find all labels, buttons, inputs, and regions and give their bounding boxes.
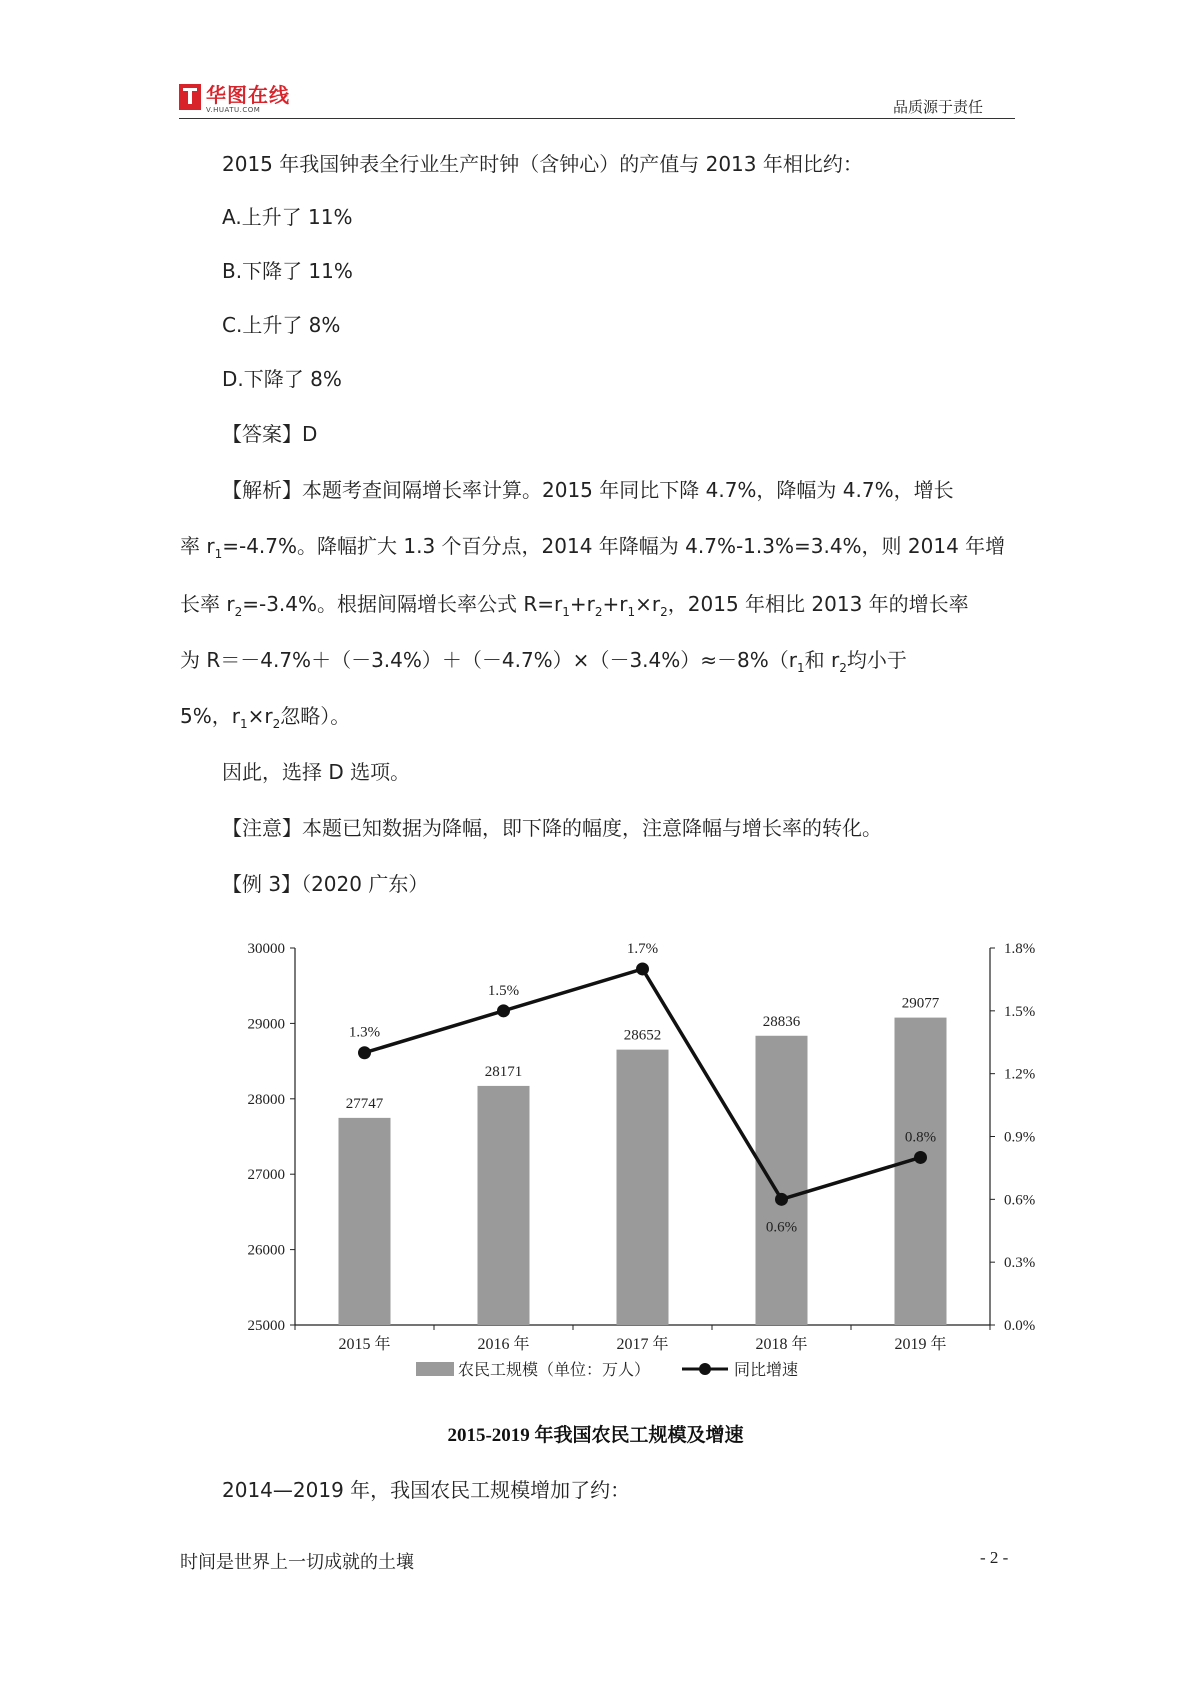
right-tick-label: 0.3%: [1004, 1255, 1036, 1272]
right-tick-label: 1.8%: [1004, 941, 1036, 957]
bar: [617, 1050, 669, 1325]
footer-slogan: 时间是世界上一切成就的土壤: [180, 1552, 414, 1573]
option-b: B.下降了 11%: [222, 259, 353, 283]
growth-point: [358, 1046, 371, 1059]
option-c: C.上升了 8%: [222, 313, 341, 337]
logo-name: 华图在线: [206, 83, 290, 107]
right-tick-label: 0.0%: [1004, 1318, 1036, 1334]
left-tick-label: 30000: [247, 941, 285, 957]
left-tick-label: 25000: [247, 1318, 285, 1334]
conclusion: 因此，选择 D 选项。: [222, 760, 411, 784]
analysis-line-5: 5%，$r_1\times r_2$忽略）。: [180, 704, 351, 731]
growth-value-label: 0.8%: [904, 1129, 937, 1146]
x-tick-label: 2019 年: [894, 1336, 947, 1353]
x-tick-label: 2018 年: [755, 1336, 808, 1353]
logo-url: V.HUATU.COM: [206, 106, 261, 114]
right-tick-label: 0.9%: [1004, 1129, 1036, 1146]
bar-value-label: 29077: [901, 995, 940, 1012]
left-tick-label: 27000: [247, 1167, 285, 1184]
legend-bar-label: 农民工规模（单位：万人）: [458, 1362, 651, 1379]
growth-value-label: 1.3%: [348, 1024, 381, 1041]
example-title: 【例 3】（2020 广东）: [222, 872, 429, 896]
bar: [339, 1118, 391, 1325]
bar-value-label: 27747: [345, 1095, 384, 1112]
left-tick-label: 29000: [247, 1016, 285, 1033]
right-tick-label: 1.5%: [1004, 1003, 1036, 1020]
header-motto: 品质源于责任: [892, 98, 983, 116]
growth-point: [914, 1151, 927, 1164]
bar: [478, 1086, 530, 1325]
x-tick-label: 2017 年: [616, 1336, 669, 1353]
legend-line-marker: [699, 1363, 711, 1375]
analysis-line-2: 率 $r_1=-4.7\%$。降幅扩大 1.3 个百分点，2014 年降幅为 4.7%-1.3%=3.4%，则 2014 年增: [180, 534, 1006, 561]
analysis-line-3: 长率 $r_2=-3.4\%$。根据间隔增长率公式 $R=r_1+r_2+r_1\times r_2$，2015 年相比 2013 年的增长率: [180, 592, 969, 619]
farmer-worker-chart: [220, 925, 1080, 1395]
legend-bar-swatch: [416, 1362, 454, 1376]
growth-value-label: 1.7%: [626, 940, 659, 957]
question-stem: 2015 年我国钟表全行业生产时钟（含钟心）的产值与 2013 年相比约：: [222, 152, 863, 176]
growth-point: [636, 962, 649, 975]
option-d: D.下降了 8%: [222, 367, 342, 391]
option-a: A.上升了 11%: [222, 205, 353, 229]
x-tick-label: 2015 年: [338, 1336, 391, 1353]
growth-point: [775, 1193, 788, 1206]
question-2-stem: 2014—2019 年，我国农民工规模增加了约：: [222, 1478, 631, 1502]
logo-icon: [179, 84, 201, 110]
huatu-logo: [179, 84, 290, 114]
bar-value-label: 28171: [484, 1063, 523, 1080]
page-number: - 2 -: [980, 1548, 1009, 1567]
left-tick-label: 26000: [247, 1242, 285, 1259]
growth-value-label: 1.5%: [487, 982, 520, 999]
bar-value-label: 28652: [623, 1027, 662, 1044]
x-tick-label: 2016 年: [477, 1336, 530, 1353]
page-header: [179, 82, 1015, 119]
bar: [756, 1036, 808, 1325]
right-tick-label: 1.2%: [1004, 1066, 1036, 1083]
note: 【注意】本题已知数据为降幅，即下降的幅度，注意降幅与增长率的转化。: [222, 816, 882, 840]
right-tick-label: 0.6%: [1004, 1192, 1036, 1209]
analysis-line-4: 为 $R=-4.7\%+(-3.4\%)+(-4.7\%)\times(-3.4\%)\approx-8\%(r_1$和 $r_2$均小于: [180, 648, 907, 675]
left-tick-label: 28000: [247, 1091, 285, 1108]
bar-value-label: 28836: [762, 1013, 801, 1030]
growth-value-label: 0.6%: [765, 1219, 798, 1236]
analysis-line-1: 【解析】本题考查间隔增长率计算。2015 年同比下降 4.7%，降幅为 4.7%，增长: [222, 478, 954, 502]
growth-point: [497, 1004, 510, 1017]
chart-caption: 2015-2019 年我国农民工规模及增速: [447, 1425, 744, 1446]
answer: 【答案】D: [222, 422, 318, 446]
legend-line-label: 同比增速: [734, 1362, 799, 1379]
bar: [895, 1018, 947, 1325]
